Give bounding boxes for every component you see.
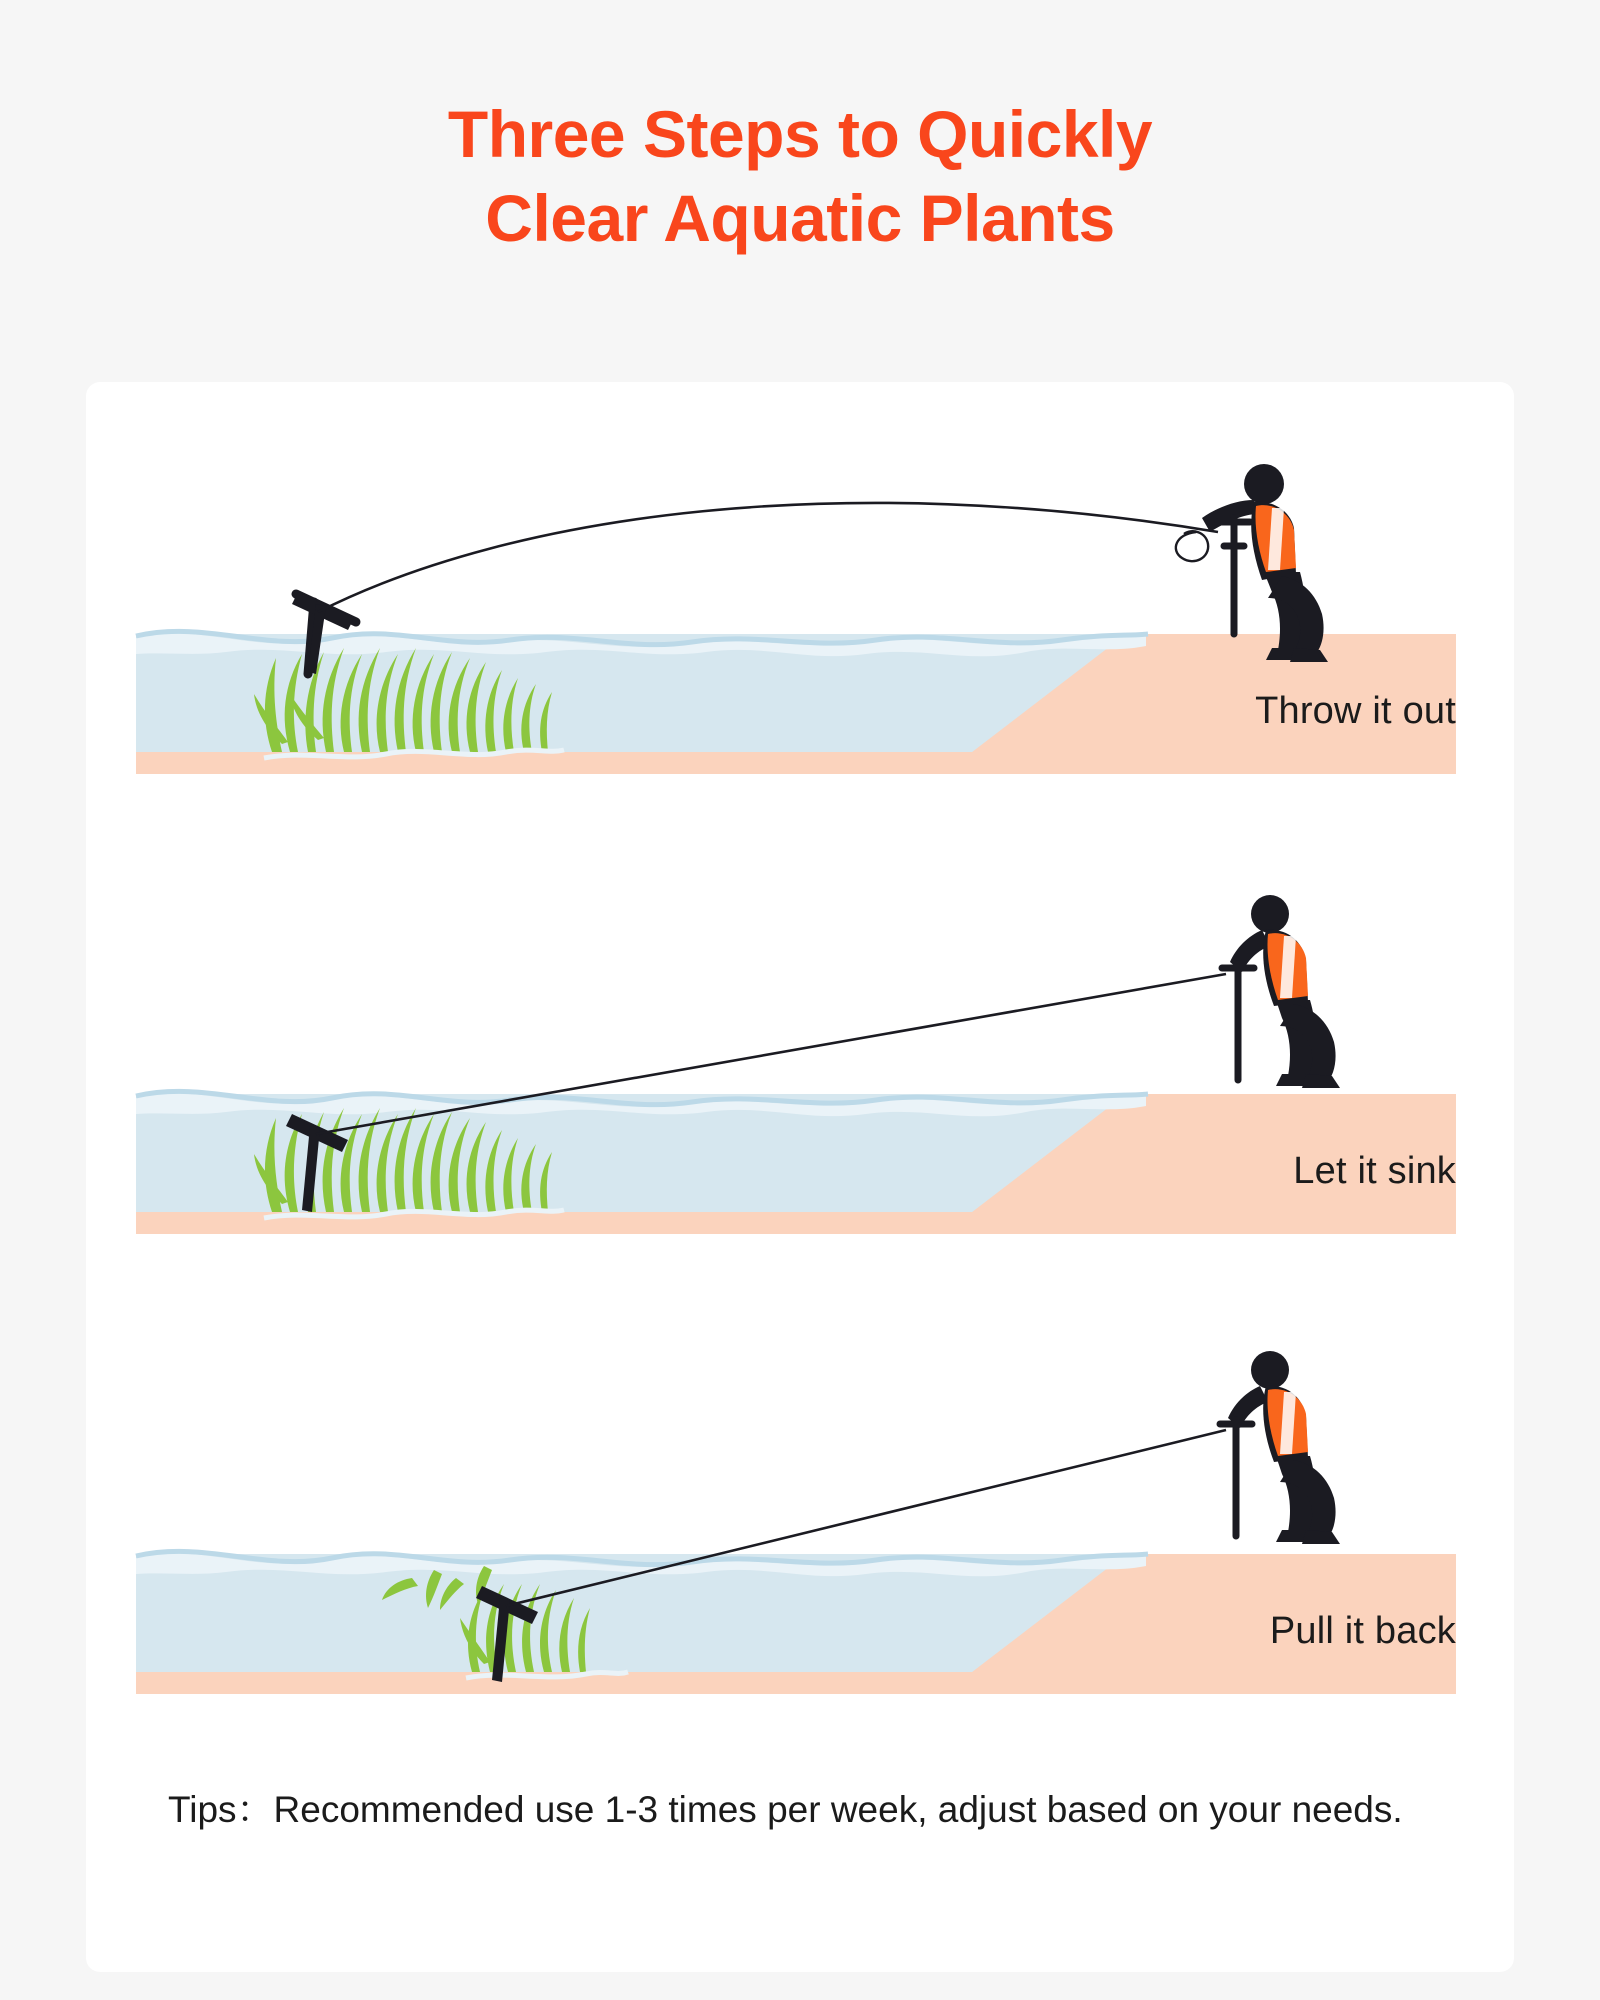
page-title-line-2: Clear Aquatic Plants	[485, 181, 1115, 256]
step-2-label: Let it sink	[1293, 1150, 1456, 1192]
page-title	[0, 0, 1600, 261]
step-1	[86, 422, 1514, 862]
step-3	[86, 1342, 1514, 1782]
step-2	[86, 882, 1514, 1322]
step-3-illustration	[86, 1342, 1514, 1782]
step-3-label: Pull it back	[1269, 1610, 1456, 1652]
steps-card	[86, 382, 1514, 1972]
step-1-illustration	[86, 422, 1514, 862]
tips-text: Tips：Recommended use 1-3 times per week, adjust based on your needs.	[168, 1789, 1403, 1830]
step-2-illustration	[86, 882, 1514, 1322]
step-1-label: Throw it out	[1255, 690, 1456, 732]
page-title-line-1: Three Steps to Quickly	[447, 97, 1153, 171]
